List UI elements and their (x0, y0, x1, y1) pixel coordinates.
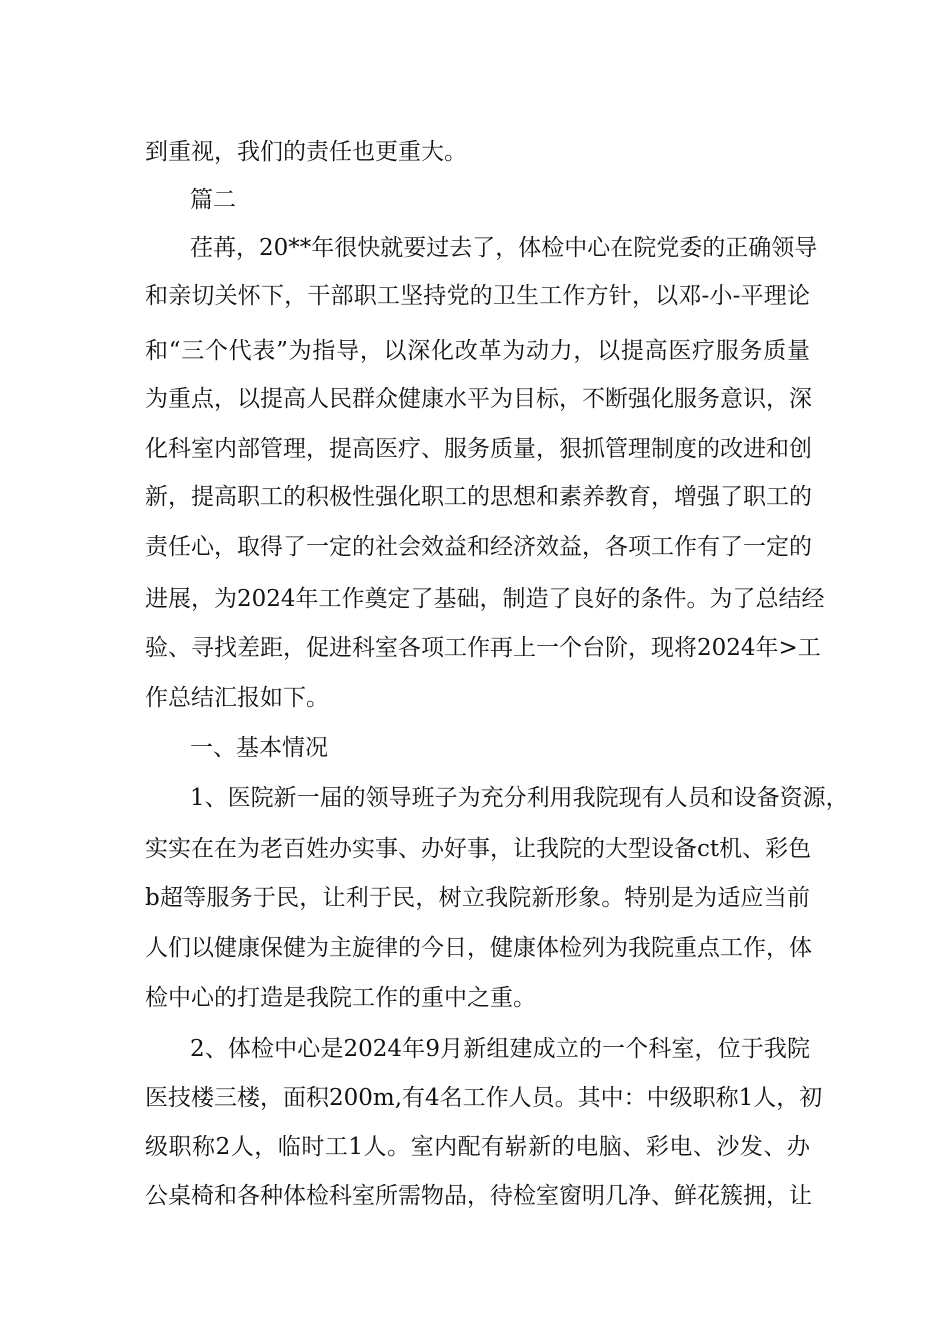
section-heading: 一、基本情况 (190, 735, 328, 761)
text-line: 和亲切关怀下，干部职工坚持党的卫生工作方针，以邓-小-平理论 (145, 283, 810, 309)
text-line: 验、寻找差距，促进科室各项工作再上一个台阶，现将2024年>工 (145, 635, 821, 661)
text-line: 到重视，我们的责任也更重大。 (145, 139, 467, 165)
text-line: 级职称2人，临时工1人。室内配有崭新的电脑、彩电、沙发、办 (145, 1134, 810, 1160)
text-line: 2、体检中心是2024年9月新组建成立的一个科室，位于我院 (190, 1036, 810, 1062)
text-line: 和“三个代表”为指导，以深化改革为动力，以提高医疗服务质量 (145, 338, 810, 364)
text-line: 化科室内部管理，提高医疗、服务质量，狠抓管理制度的改进和创 (145, 436, 812, 462)
section-heading: 篇二 (190, 187, 236, 213)
text-line: 医技楼三楼，面积200m,有4名工作人员。其中：中级职称1人，初 (145, 1085, 823, 1111)
text-line: 1、医院新一届的领导班子为充分利用我院现有人员和设备资源， (190, 785, 849, 811)
text-line: b超等服务于民，让利于民，树立我院新形象。特别是为适应当前 (145, 885, 810, 911)
text-line: 荏苒，20**年很快就要过去了，体检中心在院党委的正确领导 (190, 235, 818, 261)
text-line: 新，提高职工的积极性强化职工的思想和素养教育，增强了职工的 (145, 484, 812, 510)
text-line: 责任心，取得了一定的社会效益和经济效益，各项工作有了一定的 (145, 534, 812, 560)
text-line: 人们以健康保健为主旋律的今日，健康体检列为我院重点工作，体 (145, 935, 812, 961)
text-line: 作总结汇报如下。 (145, 685, 329, 711)
text-line: 为重点，以提高人民群众健康水平为目标，不断强化服务意识，深 (145, 386, 812, 412)
text-line: 实实在在为老百姓办实事、办好事，让我院的大型设备ct机、彩色 (145, 836, 812, 862)
text-line: 进展，为2024年工作奠定了基础，制造了良好的条件。为了总结经 (145, 586, 825, 612)
text-line: 公桌椅和各种体检科室所需物品，待检室窗明几净、鲜花簇拥，让 (145, 1183, 812, 1209)
text-line: 检中心的打造是我院工作的重中之重。 (145, 985, 536, 1011)
